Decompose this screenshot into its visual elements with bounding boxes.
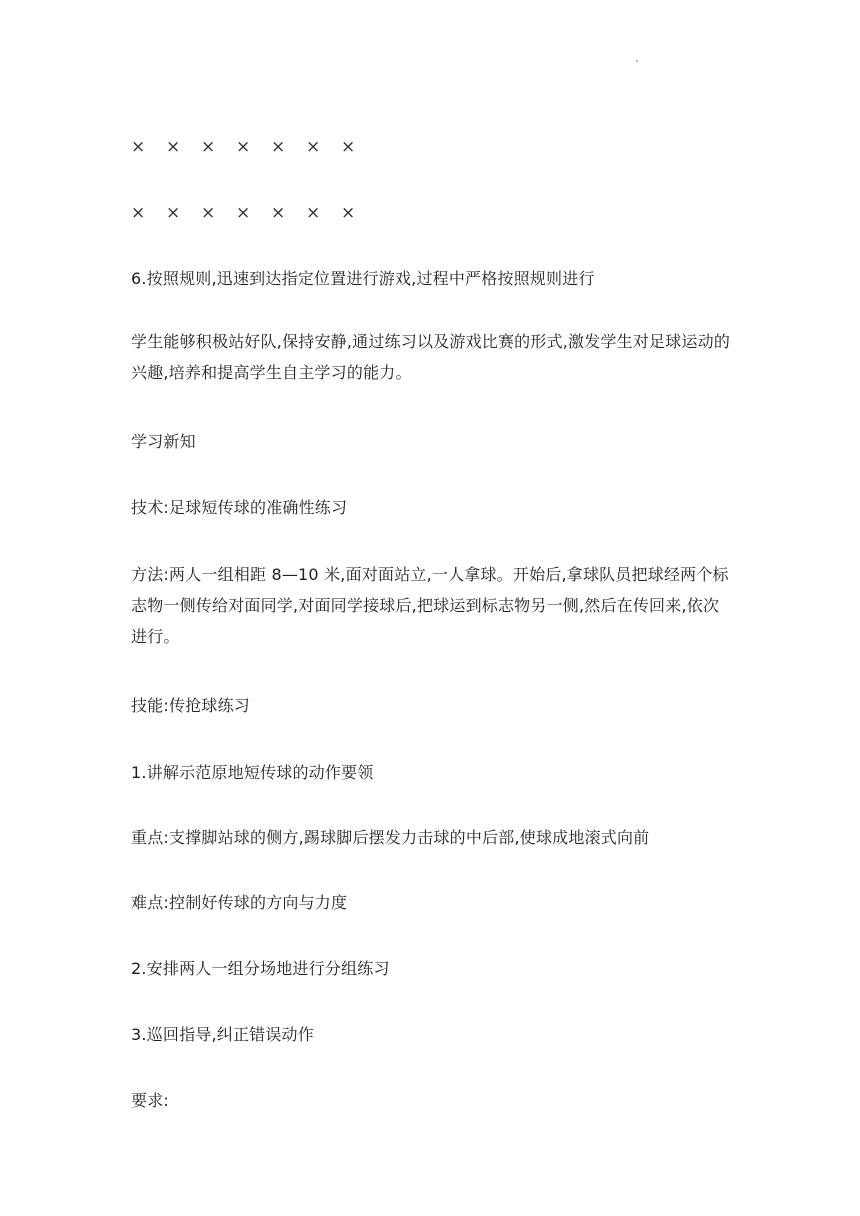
formation-row-1	[131, 136, 376, 158]
step-1-line: 1.讲解示范原地短传球的动作要领	[131, 763, 374, 782]
formation-mark: ×	[201, 137, 216, 157]
technique-line: 技术:足球短传球的准确性练习	[131, 498, 348, 517]
formation-mark: ×	[236, 203, 251, 223]
formation-row-2	[131, 202, 376, 224]
formation-mark: ×	[131, 203, 146, 223]
formation-mark: ×	[236, 137, 251, 157]
skill-line: 技能:传抢球练习	[131, 696, 250, 715]
formation-mark: ×	[166, 203, 181, 223]
formation-mark: ×	[306, 203, 321, 223]
section-heading-new-knowledge: 学习新知	[131, 432, 196, 451]
step-3-line: 3.巡回指导,纠正错误动作	[131, 1025, 314, 1044]
formation-mark: ×	[306, 137, 321, 157]
formation-mark: ×	[131, 137, 146, 157]
student-goal-paragraph: 学生能够积极站好队,保持安静,通过练习以及游戏比赛的形式,激发学生对足球运动的兴趣,培养和提高学生自主学习的能力。	[131, 332, 731, 382]
step-2-line: 2.安排两人一组分场地进行分组练习	[131, 959, 390, 978]
page-marker-dot	[636, 60, 638, 62]
key-point-line: 重点:支撑脚站球的侧方,踢球脚后摆发力击球的中后部,使球成地滚式向前	[131, 828, 650, 847]
formation-mark: ×	[341, 203, 356, 223]
formation-mark: ×	[341, 137, 356, 157]
game-rule-step: 6.按照规则,迅速到达指定位置进行游戏,过程中严格按照规则进行	[131, 269, 595, 288]
formation-mark: ×	[271, 203, 286, 223]
difficulty-line: 难点:控制好传球的方向与力度	[131, 893, 348, 912]
method-paragraph: 方法:两人一组相距 8—10 米,面对面站立,一人拿球。开始后,拿球队员把球经两个标志物一侧传给对面同学,对面同学接球后,把球运到标志物另一侧,然后在传回来,依次进行。	[131, 565, 729, 646]
formation-mark: ×	[201, 203, 216, 223]
requirements-heading: 要求:	[131, 1091, 169, 1110]
formation-mark: ×	[271, 137, 286, 157]
formation-mark: ×	[166, 137, 181, 157]
